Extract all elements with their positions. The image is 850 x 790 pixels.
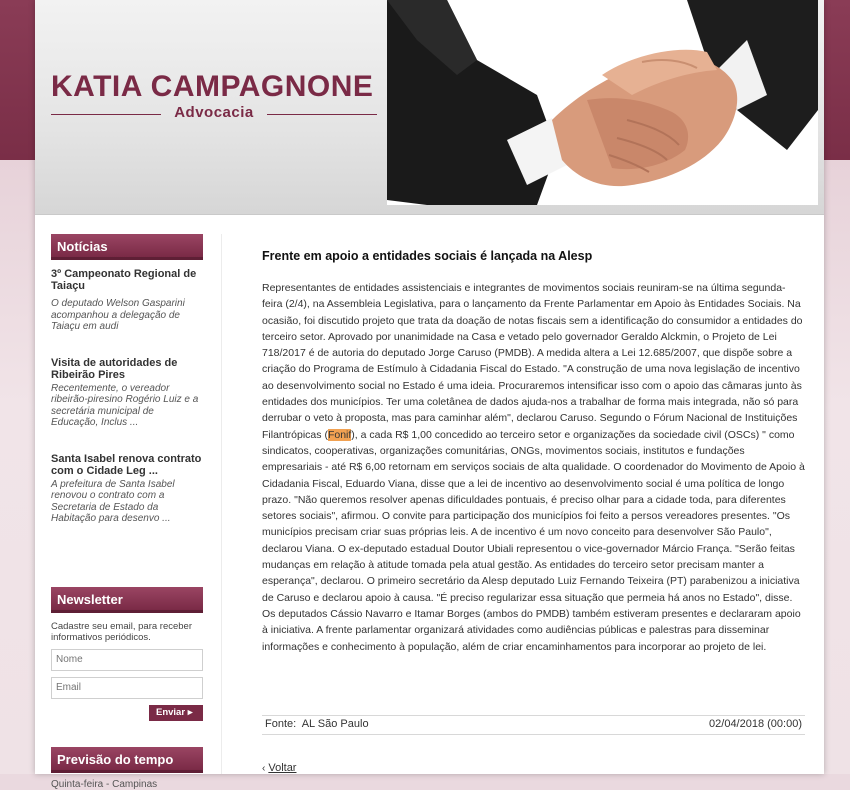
news-item-desc: Recentemente, o vereador ribeirão-piresino Rogério Luiz e a secretária municipal de Educação, Inclus ...	[51, 383, 203, 429]
handshake-illustration	[387, 0, 818, 205]
back-label[interactable]: Voltar	[268, 762, 296, 774]
news-item-desc: O deputado Welson Gasparini acompanhou a delegação de Taiaçu em audi	[51, 298, 203, 333]
news-heading: Notícias	[51, 234, 203, 260]
brand-subtitle	[51, 104, 377, 124]
news-item[interactable]	[51, 357, 203, 429]
brand-rule-right	[267, 114, 377, 115]
news-item-title[interactable]: 3º Campeonato Regional de Taiaçu	[51, 268, 203, 292]
source-label: Fonte:	[265, 718, 296, 730]
brand-sub-text: Advocacia	[51, 104, 377, 121]
newsletter-send-button[interactable]	[149, 705, 203, 721]
handshake-hero-image	[387, 0, 818, 205]
back-link[interactable]	[262, 762, 296, 774]
sidebar	[51, 234, 203, 790]
play-icon: ▸	[188, 707, 193, 718]
brand-name[interactable]: KATIA CAMPAGNONE	[51, 70, 373, 104]
site-header	[35, 0, 824, 215]
news-item-desc: A prefeitura de Santa Isabel renovou o contrato com a Secretaria de Estado da Habitação para desenvo ...	[51, 479, 203, 525]
main-content	[262, 234, 805, 655]
newsletter-text: Cadastre seu email, para receber informativos periódicos.	[51, 621, 203, 643]
article-body	[262, 280, 805, 655]
highlighted-term: Fonif	[328, 429, 351, 441]
article-text-part2: ), a cada R$ 1,00 concedido ao terceiro setor e organizações da sociedade civil (OSCs) " como sindicatos, cooperativas, organizações comunitárias, ONGs, movimentos sociais, institutos e fundações empresariais - até R$ 6,00 retornam em serviços sociais de alta qualidade. O coordenador do Movimento de Apoio à Cidadania Fiscal, Eduardo Viana, disse que a lei de incentivo ao desenvolvimento social é uma política de longo prazo. "Não queremos resolver apenas dificuldades pontuais, é preciso olhar para a cidade toda, para diferentes setores sociais", afirmou. O convite para participação dos municípios foi feito a persos vereadores presentes. "Os municípios precisam criar suas próprias leis. A de incentivo é um novo conceito para desenvolver São Paulo", declarou Viana. O ex-deputado estadual Doutor Ubiali representou o vice-governador Márcio França. "Serão feitas mudanças em relação à atitude tomada pela atual gestão. As entidades do terceiro setor precisam manter a esperança", declarou. O primeiro secretário da Alesp deputado Luiz Fernando Teixeira (PT) parabenizou a iniciativa de Caruso e declarou apoio à causa. "É preciso regularizar essa situação que permeia há anos no Estado", disse. Os deputados Cássio Navarro e Itamar Borges (ambos do PMDB) também estiveram presentes e declararam apoio à iniciativa. A frente parlamentar organizará atividades como audiências públicas e palestras para disseminar informações e conhecimento à população, além de criar encaminhamentos para incorporar ao projeto de lei.	[262, 429, 805, 653]
chevron-left-icon: ‹	[262, 763, 265, 774]
newsletter-email-input[interactable]	[51, 677, 203, 699]
article-text-part1: Representantes de entidades assistenciais e integrantes de movimentos sociais reuniram-se na última segunda-feira (2/4), na Assembleia Legislativa, para o lançamento da Frente Parlamentar em Apoio às Entidades Sociais. Na ocasião, foi discutido projeto que trata da doação de notas fiscais sem a identificação do consumidor a entidades do terceiro setor. Aprovado por unanimidade na Casa e vetado pelo governador Geraldo Alckmin, o Projeto de Lei 718/2017 é de autoria do deputado Jorge Caruso (PMDB). A medida altera a Lei 12.685/2007, que dispõe sobre a criação do Programa de Estímulo à Cidadania Fiscal do Estado. "A construção de uma nova legislação de incentivo ao desenvolvimento social no Estado é uma ideia. Procuraremos intensificar isso com o apoio das câmaras junto às entidades dos municípios. Ter uma coletânea de dados ajuda-nos a trabalhar de forma mais integrada, não só para derrubar o veto à proposta, mas para caminhar além", declarou Caruso. Segundo o Fórum Nacional de Instituições Filantrópicas (	[262, 282, 803, 441]
column-divider	[221, 234, 222, 774]
article-date: 02/04/2018 (00:00)	[709, 718, 802, 730]
news-item-title[interactable]: Santa Isabel renova contrato com o Cidade Leg ...	[51, 453, 203, 477]
article-title: Frente em apoio a entidades sociais é lançada na Alesp	[262, 249, 805, 263]
article-meta	[262, 715, 805, 735]
weather-line: Quinta-feira - Campinas	[51, 779, 203, 790]
page-container	[35, 0, 824, 774]
news-item[interactable]	[51, 268, 203, 333]
news-item-title[interactable]: Visita de autoridades de Ribeirão Pires	[51, 357, 203, 381]
newsletter-name-input[interactable]	[51, 649, 203, 671]
send-label: Enviar	[156, 707, 185, 718]
source-value: AL São Paulo	[302, 718, 369, 730]
news-item[interactable]	[51, 453, 203, 525]
newsletter-heading: Newsletter	[51, 587, 203, 613]
weather-heading: Previsão do tempo	[51, 747, 203, 773]
